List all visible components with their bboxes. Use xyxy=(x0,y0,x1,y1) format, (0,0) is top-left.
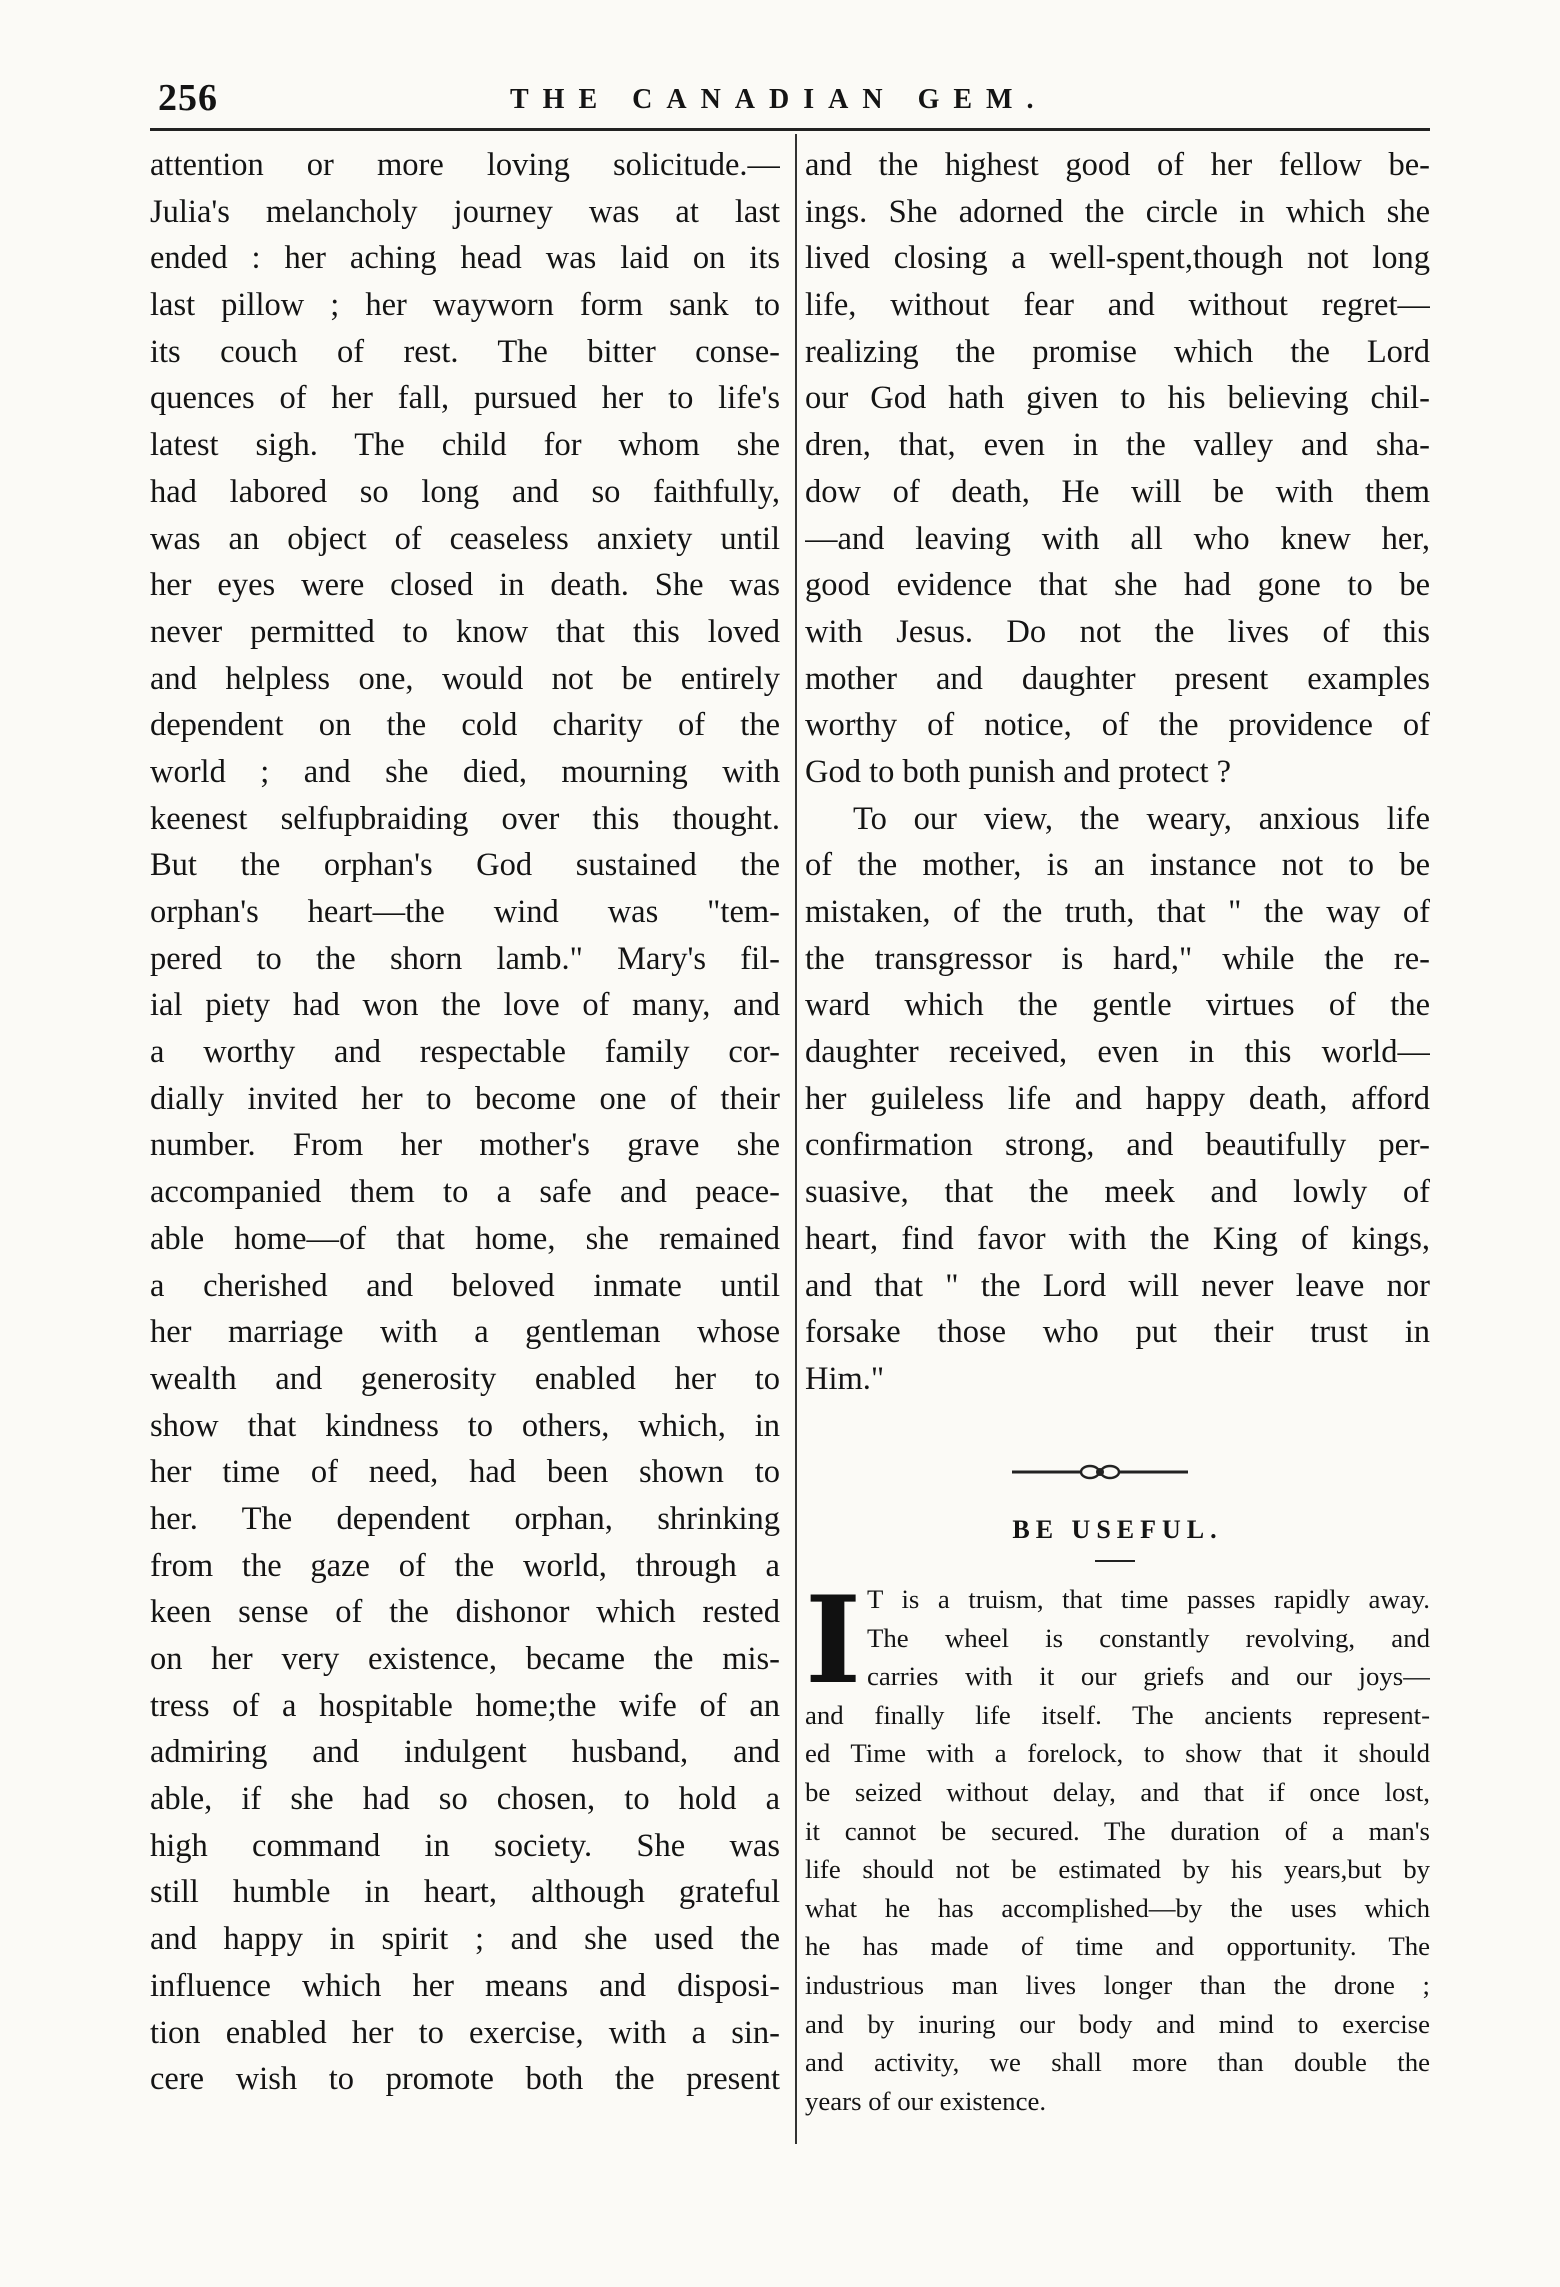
text-line: and happy in spirit ; and she used the xyxy=(150,1921,780,1958)
text-line: the transgressor is hard," while the re- xyxy=(805,940,1430,977)
text-line: cere wish to promote both the present xyxy=(150,2061,780,2098)
column-divider xyxy=(795,134,797,2144)
text-line: carries with it our griefs and our joys— xyxy=(867,1661,1430,1692)
text-line: dow of death, He will be with them xyxy=(805,473,1430,510)
text-line: ended : her aching head was laid on its xyxy=(150,240,780,277)
text-line: and activity, we shall more than double the xyxy=(805,2047,1430,2078)
text-line: had labored so long and so faithfully, xyxy=(150,473,780,510)
text-line: high command in society. She was xyxy=(150,1827,780,1864)
text-line: suasive, that the meek and lowly of xyxy=(805,1174,1430,1211)
text-line: industrious man lives longer than the drone ; xyxy=(805,1969,1430,2000)
right-column xyxy=(805,142,1430,1403)
text-line: dren, that, even in the valley and sha- xyxy=(805,427,1430,464)
text-line: heart, find favor with the King of kings, xyxy=(805,1220,1430,1257)
text-line: her marriage with a gentleman whose xyxy=(150,1314,780,1351)
text-line: years of our existence. xyxy=(805,2085,1047,2116)
text-line: The wheel is constantly revolving, and xyxy=(867,1622,1430,1653)
text-line: To our view, the weary, anxious life xyxy=(853,800,1430,837)
text-line: mistaken, of the truth, that " the way of xyxy=(805,894,1430,930)
text-line: attention or more loving solicitude.— xyxy=(150,147,780,183)
text-line: able home—of that home, she remained xyxy=(150,1220,780,1257)
text-line: was an object of ceaseless anxiety until xyxy=(150,520,780,557)
section-title-rule xyxy=(1095,1560,1135,1562)
text-line: never permitted to know that this loved xyxy=(150,613,780,650)
text-line: her eyes were closed in death. She was xyxy=(150,567,780,604)
text-line: latest sigh. The child for whom she xyxy=(150,427,780,464)
left-column xyxy=(150,142,780,2103)
text-line: and that " the Lord will never leave nor xyxy=(805,1267,1430,1304)
text-line: her time of need, had been shown to xyxy=(150,1454,780,1491)
text-line: forsake those who put their trust in xyxy=(805,1314,1430,1351)
text-line: tion enabled her to exercise, with a sin- xyxy=(150,2014,780,2051)
text-line: But the orphan's God sustained the xyxy=(150,847,780,884)
text-line: mother and daughter present examples xyxy=(805,660,1430,697)
text-line: be seized without delay, and that if once lost, xyxy=(805,1776,1430,1807)
text-line: God to both punish and protect ? xyxy=(805,753,1232,790)
running-head xyxy=(150,72,1430,128)
section-body xyxy=(805,1570,1430,2120)
text-line: Him." xyxy=(805,1360,885,1397)
text-line: with Jesus. Do not the lives of this xyxy=(805,613,1430,650)
text-line: it cannot be secured. The duration of a man's xyxy=(805,1815,1430,1846)
text-line: what he has accomplished—by the uses which xyxy=(805,1892,1430,1923)
text-line: good evidence that she had gone to be xyxy=(805,567,1430,604)
text-line: orphan's heart—the wind was "tem- xyxy=(150,894,780,930)
text-line: T is a truism, that time passes rapidly away. xyxy=(867,1584,1430,1614)
text-line: accompanied them to a safe and peace- xyxy=(150,1174,780,1211)
text-line: on her very existence, became the mis- xyxy=(150,1641,780,1677)
text-line: our God hath given to his believing chil- xyxy=(805,380,1430,417)
drop-cap: I xyxy=(805,1570,862,1711)
text-line: quences of her fall, pursued her to life's xyxy=(150,380,780,417)
text-line: daughter received, even in this world— xyxy=(805,1034,1430,1071)
text-line: her guileless life and happy death, afford xyxy=(805,1080,1430,1117)
text-line: keenest selfupbraiding over this thought. xyxy=(150,800,780,837)
text-line: its couch of rest. The bitter conse- xyxy=(150,333,780,370)
text-line: of the mother, is an instance not to be xyxy=(805,847,1430,884)
section-title: BE USEFUL. xyxy=(1012,1515,1223,1544)
text-line: a cherished and beloved inmate until xyxy=(150,1267,780,1304)
text-line: show that kindness to others, which, in xyxy=(150,1407,780,1444)
text-line: dependent on the cold charity of the xyxy=(150,707,780,744)
text-line: world ; and she died, mourning with xyxy=(150,753,780,790)
text-line: number. From her mother's grave she xyxy=(150,1127,780,1164)
text-line: confirmation strong, and beautifully per- xyxy=(805,1127,1430,1164)
text-line: and the highest good of her fellow be- xyxy=(805,147,1430,183)
text-line: ed Time with a forelock, to show that it should xyxy=(805,1738,1430,1769)
text-line: admiring and indulgent husband, and xyxy=(150,1734,780,1771)
text-line: wealth and generosity enabled her to xyxy=(150,1360,780,1397)
text-line: her. The dependent orphan, shrinking xyxy=(150,1500,780,1537)
text-line: influence which her means and disposi- xyxy=(150,1967,780,2004)
text-line: ings. She adorned the circle in which she xyxy=(805,193,1430,230)
paragraph-moral xyxy=(805,796,1430,1403)
text-line: ial piety had won the love of many, and xyxy=(150,987,780,1024)
text-line: and helpless one, would not be entirely xyxy=(150,660,780,697)
text-line: life, without fear and without regret— xyxy=(805,287,1430,324)
text-line: he has made of time and opportunity. The xyxy=(805,1931,1430,1962)
text-line: still humble in heart, although grateful xyxy=(150,1874,780,1911)
text-line: pered to the shorn lamb." Mary's fil- xyxy=(150,940,780,977)
paragraph-conclusion xyxy=(805,142,1430,796)
text-line: realizing the promise which the Lord xyxy=(805,333,1430,370)
text-line: able, if she had so chosen, to hold a xyxy=(150,1781,780,1818)
header-rule xyxy=(150,128,1430,131)
section-ornament xyxy=(1010,1460,1190,1484)
text-line: a worthy and respectable family cor- xyxy=(150,1034,780,1071)
text-line: dially invited her to become one of their xyxy=(150,1080,780,1117)
text-line: lived closing a well-spent,though not long xyxy=(805,240,1430,277)
text-line: last pillow ; her wayworn form sank to xyxy=(150,287,780,324)
text-line: keen sense of the dishonor which rested xyxy=(150,1594,780,1631)
text-line: life should not be estimated by his years,but by xyxy=(805,1854,1430,1885)
text-line: worthy of notice, of the providence of xyxy=(805,707,1430,744)
text-line: —and leaving with all who knew her, xyxy=(805,520,1430,557)
page-number: 256 xyxy=(158,77,218,119)
text-line: from the gaze of the world, through a xyxy=(150,1547,780,1584)
running-title: THE CANADIAN GEM. xyxy=(510,84,1048,115)
text-line: tress of a hospitable home;the wife of an xyxy=(150,1687,780,1724)
text-line: and by inuring our body and mind to exercise xyxy=(805,2008,1430,2039)
text-line: and finally life itself. The ancients represent- xyxy=(805,1699,1430,1730)
text-line: ward which the gentle virtues of the xyxy=(805,987,1430,1024)
text-line: Julia's melancholy journey was at last xyxy=(150,193,780,230)
